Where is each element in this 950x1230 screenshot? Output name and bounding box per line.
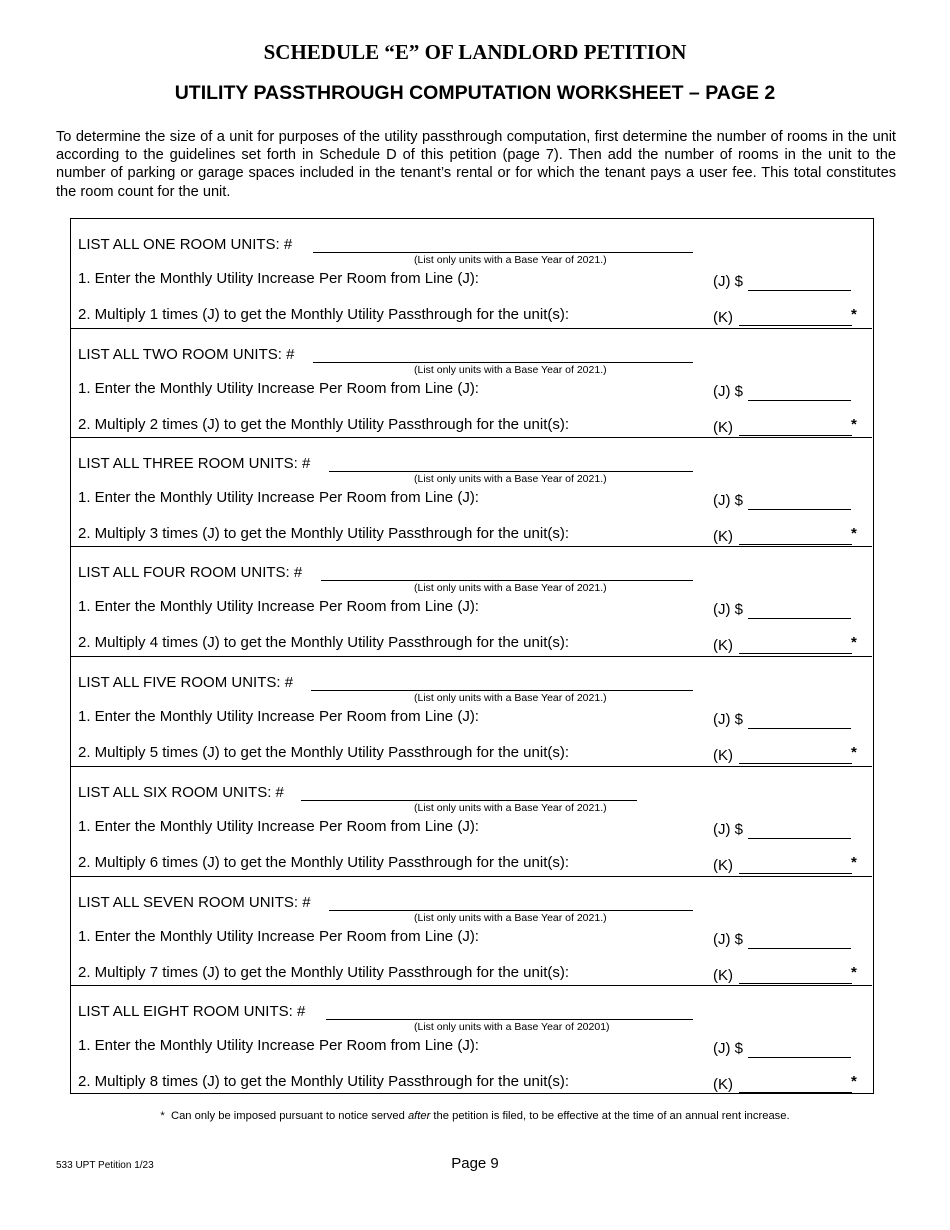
base-year-note: (List only units with a Base Year of 2021.) — [414, 254, 607, 266]
k-label: (K) — [713, 309, 733, 326]
units-list-field[interactable] — [313, 362, 693, 363]
j-label: (J) $ — [713, 492, 743, 509]
list-label: LIST ALL EIGHT ROOM UNITS: # — [78, 1003, 306, 1020]
footnote-text-after: the petition is filed, to be effective at the time of an annual rent increase. — [430, 1110, 790, 1122]
multiply-instruction: 2. Multiply 5 times (J) to get the Monthly Utility Passthrough for the unit(s): — [78, 744, 570, 761]
multiply-instruction: 2. Multiply 4 times (J) to get the Monthly Utility Passthrough for the unit(s): — [78, 634, 570, 651]
k-label: (K) — [713, 967, 733, 984]
k-label: (K) — [713, 747, 733, 764]
list-label: LIST ALL ONE ROOM UNITS: # — [78, 236, 293, 253]
list-label: LIST ALL FOUR ROOM UNITS: # — [78, 564, 303, 581]
section-three-room — [71, 437, 872, 547]
enter-increase-instruction: 1. Enter the Monthly Utility Increase Per Room from Line (J): — [78, 1037, 479, 1054]
form-code: 533 UPT Petition 1/23 — [56, 1160, 154, 1171]
k-amount-field[interactable] — [739, 435, 852, 436]
base-year-note: (List only units with a Base Year of 2021.) — [414, 912, 607, 924]
units-list-field[interactable] — [329, 910, 693, 911]
multiply-instruction: 2. Multiply 6 times (J) to get the Monthly Utility Passthrough for the unit(s): — [78, 854, 570, 871]
section-six-room — [71, 766, 872, 876]
j-amount-field[interactable] — [748, 1057, 851, 1058]
k-amount-field[interactable] — [739, 873, 852, 874]
section-eight-room — [71, 985, 872, 1095]
j-amount-field[interactable] — [748, 509, 851, 510]
section-five-room — [71, 656, 872, 766]
section-four-room — [71, 546, 872, 656]
k-amount-field[interactable] — [739, 763, 852, 764]
j-label: (J) $ — [713, 273, 743, 290]
units-worksheet-table — [70, 218, 874, 1094]
section-seven-room — [71, 876, 872, 986]
k-label: (K) — [713, 419, 733, 436]
k-label: (K) — [713, 637, 733, 654]
base-year-note: (List only units with a Base Year of 2021.) — [414, 364, 607, 376]
k-label: (K) — [713, 528, 733, 545]
units-list-field[interactable] — [326, 1019, 693, 1020]
asterisk-marker: * — [851, 744, 857, 761]
j-label: (J) $ — [713, 931, 743, 948]
units-list-field[interactable] — [311, 690, 693, 691]
units-list-field[interactable] — [313, 252, 693, 253]
k-amount-field[interactable] — [739, 544, 852, 545]
j-amount-field[interactable] — [748, 400, 851, 401]
list-label: LIST ALL THREE ROOM UNITS: # — [78, 455, 311, 472]
footnote-emphasis: after — [407, 1110, 431, 1122]
footnote — [0, 1110, 950, 1122]
multiply-instruction: 2. Multiply 3 times (J) to get the Monthly Utility Passthrough for the unit(s): — [78, 525, 570, 542]
worksheet-title: UTILITY PASSTHROUGH COMPUTATION WORKSHEET – PAGE 2 — [174, 82, 776, 104]
j-amount-field[interactable] — [748, 618, 851, 619]
list-label: LIST ALL FIVE ROOM UNITS: # — [78, 674, 294, 691]
units-list-field[interactable] — [301, 800, 637, 801]
multiply-instruction: 2. Multiply 2 times (J) to get the Monthly Utility Passthrough for the unit(s): — [78, 416, 570, 433]
asterisk-marker: * — [851, 634, 857, 651]
base-year-note: (List only units with a Base Year of 2021.) — [414, 473, 607, 485]
multiply-instruction: 2. Multiply 8 times (J) to get the Monthly Utility Passthrough for the unit(s): — [78, 1073, 570, 1090]
j-amount-field[interactable] — [748, 948, 851, 949]
asterisk-marker: * — [851, 1073, 857, 1090]
enter-increase-instruction: 1. Enter the Monthly Utility Increase Per Room from Line (J): — [78, 270, 479, 287]
multiply-instruction: 2. Multiply 1 times (J) to get the Monthly Utility Passthrough for the unit(s): — [78, 306, 570, 323]
k-amount-field[interactable] — [739, 983, 852, 984]
intro-paragraph: To determine the size of a unit for purposes of the utility passthrough computation, first determine the number of rooms in the unit according to the guidelines set forth in Schedule D of this petition (page 7). Then add the number of rooms in the unit to the number of parking or garage spaces included in the tenant’s rental or for which the tenant pays a user fee. This total constitutes the room count for the unit. — [56, 129, 896, 200]
j-label: (J) $ — [713, 601, 743, 618]
j-label: (J) $ — [713, 711, 743, 728]
enter-increase-instruction: 1. Enter the Monthly Utility Increase Per Room from Line (J): — [78, 708, 479, 725]
asterisk-marker: * — [851, 854, 857, 871]
enter-increase-instruction: 1. Enter the Monthly Utility Increase Per Room from Line (J): — [78, 598, 479, 615]
enter-increase-instruction: 1. Enter the Monthly Utility Increase Per Room from Line (J): — [78, 380, 479, 397]
j-label: (J) $ — [713, 1040, 743, 1057]
k-amount-field[interactable] — [739, 1092, 852, 1093]
base-year-note: (List only units with a Base Year of 2021.) — [414, 692, 607, 704]
base-year-note: (List only units with a Base Year of 20201) — [414, 1021, 610, 1033]
j-amount-field[interactable] — [748, 838, 851, 839]
j-amount-field[interactable] — [748, 728, 851, 729]
list-label: LIST ALL SEVEN ROOM UNITS: # — [78, 894, 311, 911]
base-year-note: (List only units with a Base Year of 2021.) — [414, 582, 607, 594]
k-amount-field[interactable] — [739, 653, 852, 654]
enter-increase-instruction: 1. Enter the Monthly Utility Increase Per Room from Line (J): — [78, 928, 479, 945]
asterisk-marker: * — [851, 306, 857, 323]
page-number: Page 9 — [451, 1155, 499, 1172]
base-year-note: (List only units with a Base Year of 2021.) — [414, 802, 607, 814]
asterisk-marker: * — [851, 964, 857, 981]
section-one-room — [71, 219, 872, 328]
enter-increase-instruction: 1. Enter the Monthly Utility Increase Per Room from Line (J): — [78, 489, 479, 506]
k-label: (K) — [713, 857, 733, 874]
units-list-field[interactable] — [321, 580, 693, 581]
j-label: (J) $ — [713, 383, 743, 400]
j-amount-field[interactable] — [748, 290, 851, 291]
list-label: LIST ALL SIX ROOM UNITS: # — [78, 784, 284, 801]
list-label: LIST ALL TWO ROOM UNITS: # — [78, 346, 295, 363]
multiply-instruction: 2. Multiply 7 times (J) to get the Monthly Utility Passthrough for the unit(s): — [78, 964, 570, 981]
footnote-text-before: Can only be imposed pursuant to notice served — [170, 1110, 408, 1122]
k-amount-field[interactable] — [739, 325, 852, 326]
asterisk-marker: * — [851, 416, 857, 433]
j-label: (J) $ — [713, 821, 743, 838]
units-list-field[interactable] — [329, 471, 693, 472]
enter-increase-instruction: 1. Enter the Monthly Utility Increase Per Room from Line (J): — [78, 818, 479, 835]
asterisk-marker: * — [851, 525, 857, 542]
k-label: (K) — [713, 1076, 733, 1093]
footnote-star: * — [160, 1110, 165, 1122]
schedule-title: SCHEDULE “E” OF LANDLORD PETITION — [263, 40, 687, 64]
section-two-room — [71, 328, 872, 438]
